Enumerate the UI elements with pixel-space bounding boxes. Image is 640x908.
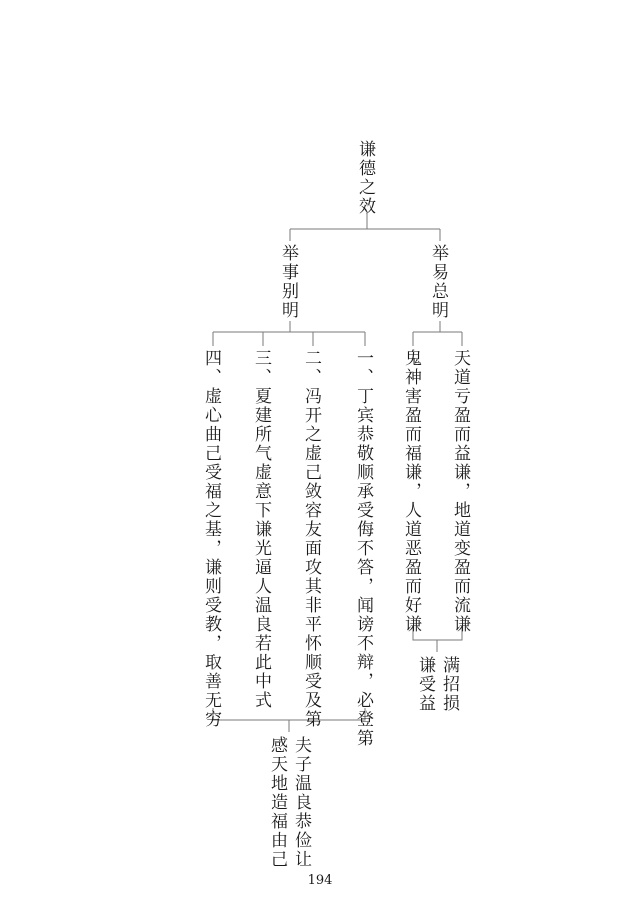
left-item-2: 二、冯开之虚己敛容友面攻其非平怀顺受及第 (301, 349, 321, 729)
root-node: 谦德之效 (355, 140, 375, 216)
right-conclusion-line-2: 谦受益 (415, 656, 435, 713)
right-branch-title: 举易总明 (428, 244, 448, 320)
connector-left-conclusion (213, 708, 365, 732)
right-item-1: 天道亏盈而益谦，地道变盈而流谦 (450, 349, 470, 634)
left-item-1: 一、丁宾恭敬顺承受侮不答，闻谤不辩，必登第 (353, 349, 373, 748)
left-branch-title: 举事别明 (278, 244, 298, 320)
left-conclusion-line-2: 感天地造福由己 (267, 736, 287, 869)
connector-right-items (413, 321, 462, 346)
page-number: 194 (307, 873, 333, 888)
right-conclusion-line-1: 满招损 (439, 656, 459, 713)
connector-left-items (213, 321, 365, 346)
left-item-4: 四、虚心曲己受福之基，谦则受教，取善无穷 (201, 349, 221, 729)
left-item-3: 三、夏建所气虚意下谦光逼人温良若此中式 (251, 349, 271, 710)
right-item-2: 鬼神害盈而福谦，人道恶盈而好谦 (401, 349, 421, 634)
left-conclusion-line-1: 夫子温良恭俭让 (291, 736, 311, 869)
